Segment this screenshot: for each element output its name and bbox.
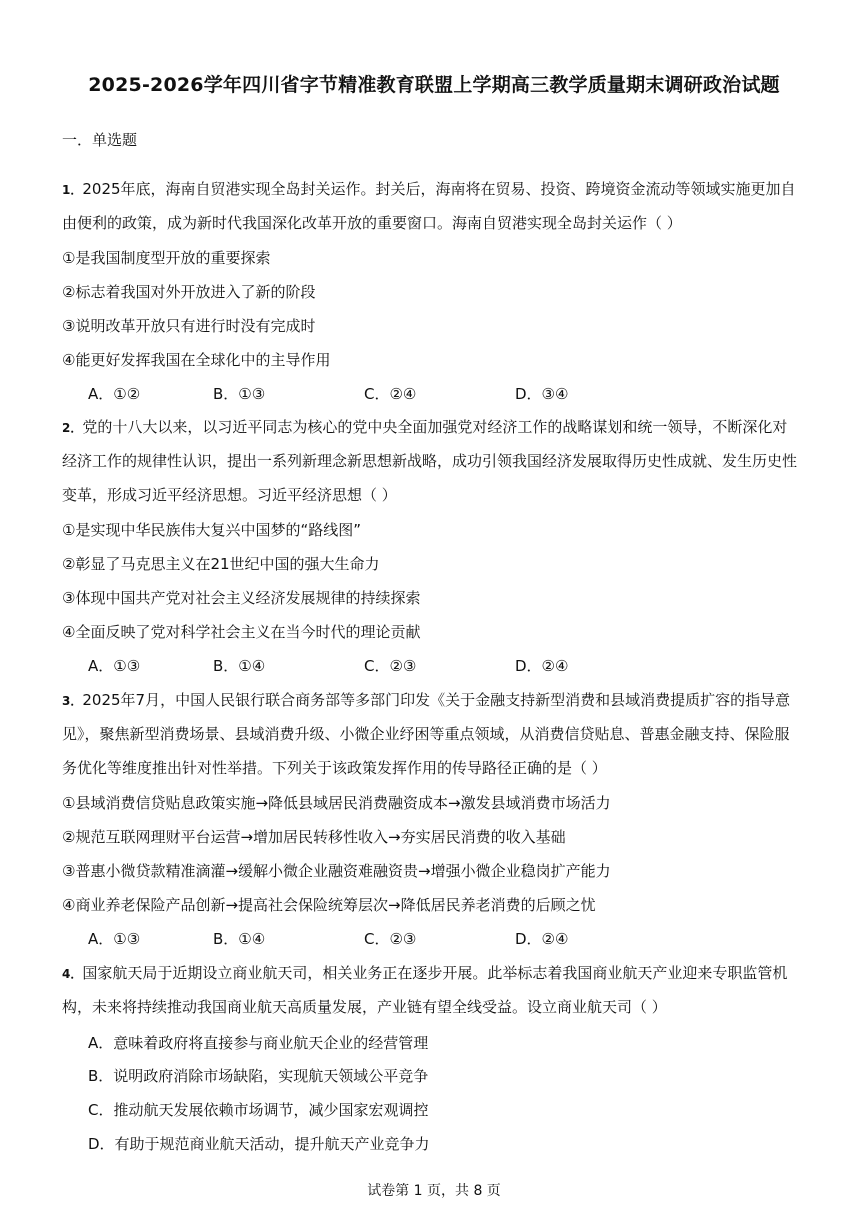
choice-c: C．②④ [364,385,417,403]
option-statement: ①县域消费信贷贴息政策实施→降低县域居民消费融资成本→激发县域消费市场活力 [62,794,611,812]
answer-choices [88,655,788,679]
choice-b: B．①③ [213,385,266,403]
question-line: 党的十八大以来，以习近平同志为核心的党中央全面加强党对经济工作的战略谋划和统一领导，不断深化对 [82,418,788,436]
answer-choices [88,928,788,952]
option-statement: ③体现中国共产党对社会主义经济发展规律的持续探索 [62,589,421,607]
option-statement: ①是我国制度型开放的重要探索 [62,249,271,267]
option-statement: ④商业养老保险产品创新→提高社会保险统筹层次→降低居民养老消费的后顾之忧 [62,896,596,914]
option-statement: ②规范互联网理财平台运营→增加居民转移性收入→夯实居民消费的收入基础 [62,828,566,846]
page-footer: 试卷第 1 页，共 8 页 [367,1183,501,1199]
option-statement: ①是实现中华民族伟大复兴中国梦的“路线图” [62,521,361,539]
question-number: 1． [62,183,83,197]
choice-c: C．②③ [364,657,417,675]
question-line: 由便利的政策，成为新时代我国深化改革开放的重要窗口。海南自贸港实现全岛封关运作（ ） [62,214,682,232]
choice-c: C．推动航天发展依赖市场调节，减少国家宏观调控 [88,1101,429,1119]
document-title: 2025-2026学年四川省字节精准教育联盟上学期高三教学质量期末调研政治试题 [88,74,780,96]
choice-b: B．说明政府消除市场缺陷，实现航天领域公平竞争 [88,1067,429,1085]
question-line: 经济工作的规律性认识，提出一系列新理念新思想新战略，成功引领我国经济发展取得历史性成就、发生历史性 [62,452,798,470]
question-line: 国家航天局于近期设立商业航天司，相关业务正在逐步开展。此举标志着我国商业航天产业迎来专职监管机 [82,964,788,982]
question-line: 构，未来将持续推动我国商业航天高质量发展，产业链有望全线受益。设立商业航天司（ ） [62,998,667,1016]
option-statement: ③说明改革开放只有进行时没有完成时 [62,317,316,335]
answer-choices [88,383,788,407]
choice-b: B．①④ [213,930,266,948]
section-heading: 一．单选题 [62,131,138,149]
question-line: 2025年底，海南自贸港实现全岛封关运作。封关后，海南将在贸易、投资、跨境资金流动等领域实施更加自 [82,180,796,198]
question-2-stem [62,410,812,512]
choice-d: D．②④ [515,930,569,948]
question-4-stem [62,956,812,1024]
choice-a: A．①③ [88,657,141,675]
question-line: 2025年7月，中国人民银行联合商务部等多部门印发《关于金融支持新型消费和县域消费提质扩容的指导意 [82,691,791,709]
choice-a: A．①③ [88,930,141,948]
question-line: 变革，形成习近平经济思想。习近平经济思想（ ） [62,486,397,504]
choice-d: D．有助于规范商业航天活动，提升航天产业竞争力 [88,1135,430,1153]
question-number: 3． [62,694,83,708]
question-number: 2． [62,421,83,435]
choice-c: C．②③ [364,930,417,948]
choice-b: B．①④ [213,657,266,675]
choice-d: D．②④ [515,657,569,675]
option-statement: ④能更好发挥我国在全球化中的主导作用 [62,351,331,369]
question-line: 务优化等维度推出针对性举措。下列关于该政策发挥作用的传导路径正确的是（ ） [62,759,607,777]
question-1-stem [62,172,812,240]
question-number: 4． [62,967,83,981]
choice-a: A．①② [88,385,141,403]
option-statement: ③普惠小微贷款精准滴灌→缓解小微企业融资难融资贵→增强小微企业稳岗扩产能力 [62,862,611,880]
option-statement: ②彰显了马克思主义在21世纪中国的强大生命力 [62,555,380,573]
choice-d: D．③④ [515,385,569,403]
question-line: 见》，聚焦新型消费场景、县域消费升级、小微企业纾困等重点领域，从消费信贷贴息、普惠金融支持、保险服 [62,725,790,743]
option-statement: ②标志着我国对外开放进入了新的阶段 [62,283,316,301]
choice-a: A．意味着政府将直接参与商业航天企业的经营管理 [88,1034,429,1052]
option-statement: ④全面反映了党对科学社会主义在当今时代的理论贡献 [62,623,421,641]
question-3-stem [62,683,812,785]
